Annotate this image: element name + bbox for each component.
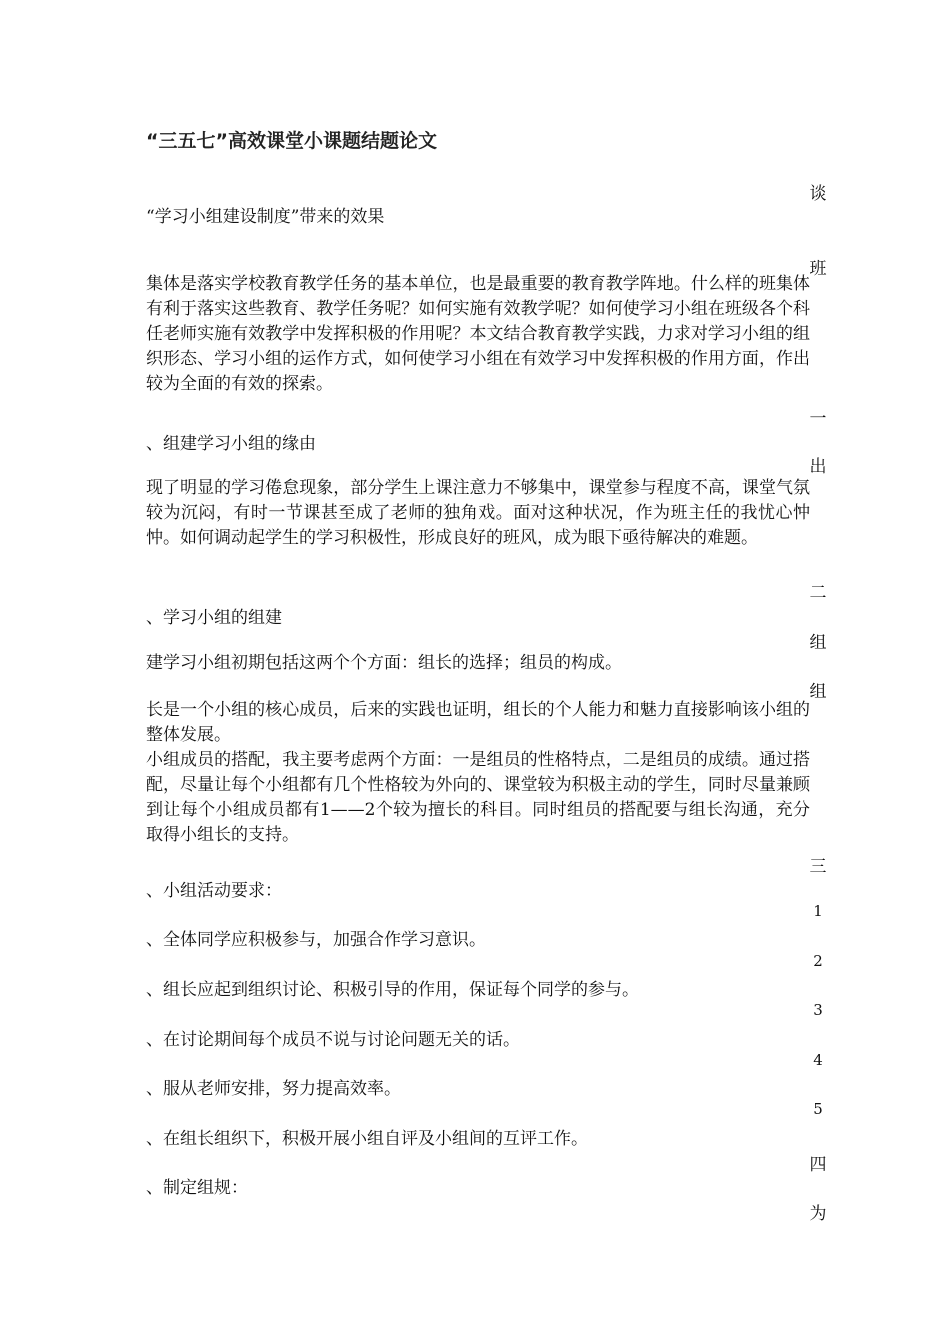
margin-char: 组 bbox=[809, 633, 827, 653]
leader-paragraph: 长是一个小组的核心成员，后来的实践也证明，组长的个人能力和魅力直接影响该小组的整体发展。 bbox=[146, 700, 810, 745]
section-heading-4: 、制定组规： bbox=[146, 1178, 248, 1198]
margin-char: 谈 bbox=[809, 184, 827, 204]
requirement-item-3: 、在讨论期间每个成员不说与讨论问题无关的话。 bbox=[146, 1030, 520, 1050]
section-heading-2: 、学习小组的组建 bbox=[146, 608, 282, 628]
margin-char: 二 bbox=[809, 583, 827, 603]
reason-paragraph: 现了明显的学习倦怠现象，部分学生上课注意力不够集中，课堂参与程度不高，课堂气氛较为沉闷，有时一节课甚至成了老师的独角戏。面对这种状况，作为班主任的我忧心忡忡。如何调动起学生的学习积极性，形成良好的班风，成为眼下亟待解决的难题。 bbox=[146, 478, 810, 548]
margin-char: 一 bbox=[809, 409, 827, 429]
requirement-item-5: 、在组长组织下，积极开展小组自评及小组间的互评工作。 bbox=[146, 1129, 588, 1149]
margin-char: 三 bbox=[809, 857, 827, 877]
margin-char: 出 bbox=[809, 457, 827, 477]
margin-char: 4 bbox=[813, 1051, 823, 1069]
margin-char: 5 bbox=[813, 1100, 823, 1118]
requirement-item-4: 、服从老师安排，努力提高效率。 bbox=[146, 1079, 401, 1099]
requirement-item-2: 、组长应起到组织讨论、积极引导的作用，保证每个同学的参与。 bbox=[146, 980, 639, 1000]
margin-char: 2 bbox=[813, 952, 823, 970]
margin-char: 组 bbox=[809, 682, 827, 702]
margin-char: 班 bbox=[809, 259, 827, 279]
margin-char: 为 bbox=[809, 1204, 827, 1224]
members-paragraph: 小组成员的搭配，我主要考虑两个方面：一是组员的性格特点，二是组员的成绩。通过搭配，尽量让每个小组都有几个性格较为外向的、课堂较为积极主动的学生，同时尽量兼顾到让每个小组成员都有1——2个较为擅长的科目。同时组员的搭配要与组长沟通，充分取得小组长的支持。 bbox=[146, 750, 810, 845]
section-heading-1: 、组建学习小组的缘由 bbox=[146, 434, 316, 454]
section-heading-3: 、小组活动要求： bbox=[146, 881, 282, 901]
build-intro-paragraph: 建学习小组初期包括这两个个方面：组长的选择；组员的构成。 bbox=[146, 653, 622, 673]
requirement-item-1: 、全体同学应积极参与，加强合作学习意识。 bbox=[146, 930, 486, 950]
document-subtitle: “学习小组建设制度”带来的效果 bbox=[146, 207, 385, 227]
margin-char: 1 bbox=[813, 902, 823, 920]
document-title: “三五七”高效课堂小课题结题论文 bbox=[146, 130, 437, 152]
margin-char: 四 bbox=[809, 1155, 827, 1175]
margin-char: 3 bbox=[813, 1001, 823, 1019]
intro-paragraph: 集体是落实学校教育教学任务的基本单位，也是最重要的教育教学阵地。什么样的班集体有利于落实这些教育、教学任务呢？如何实施有效教学呢？如何使学习小组在班级各个科任老师实施有效教学中发挥积极的作用呢？本文结合教育教学实践，力求对学习小组的组织形态、学习小组的运作方式，如何使学习小组在有效学习中发挥积极的作用方面，作出较为全面的有效的探索。 bbox=[146, 274, 810, 394]
